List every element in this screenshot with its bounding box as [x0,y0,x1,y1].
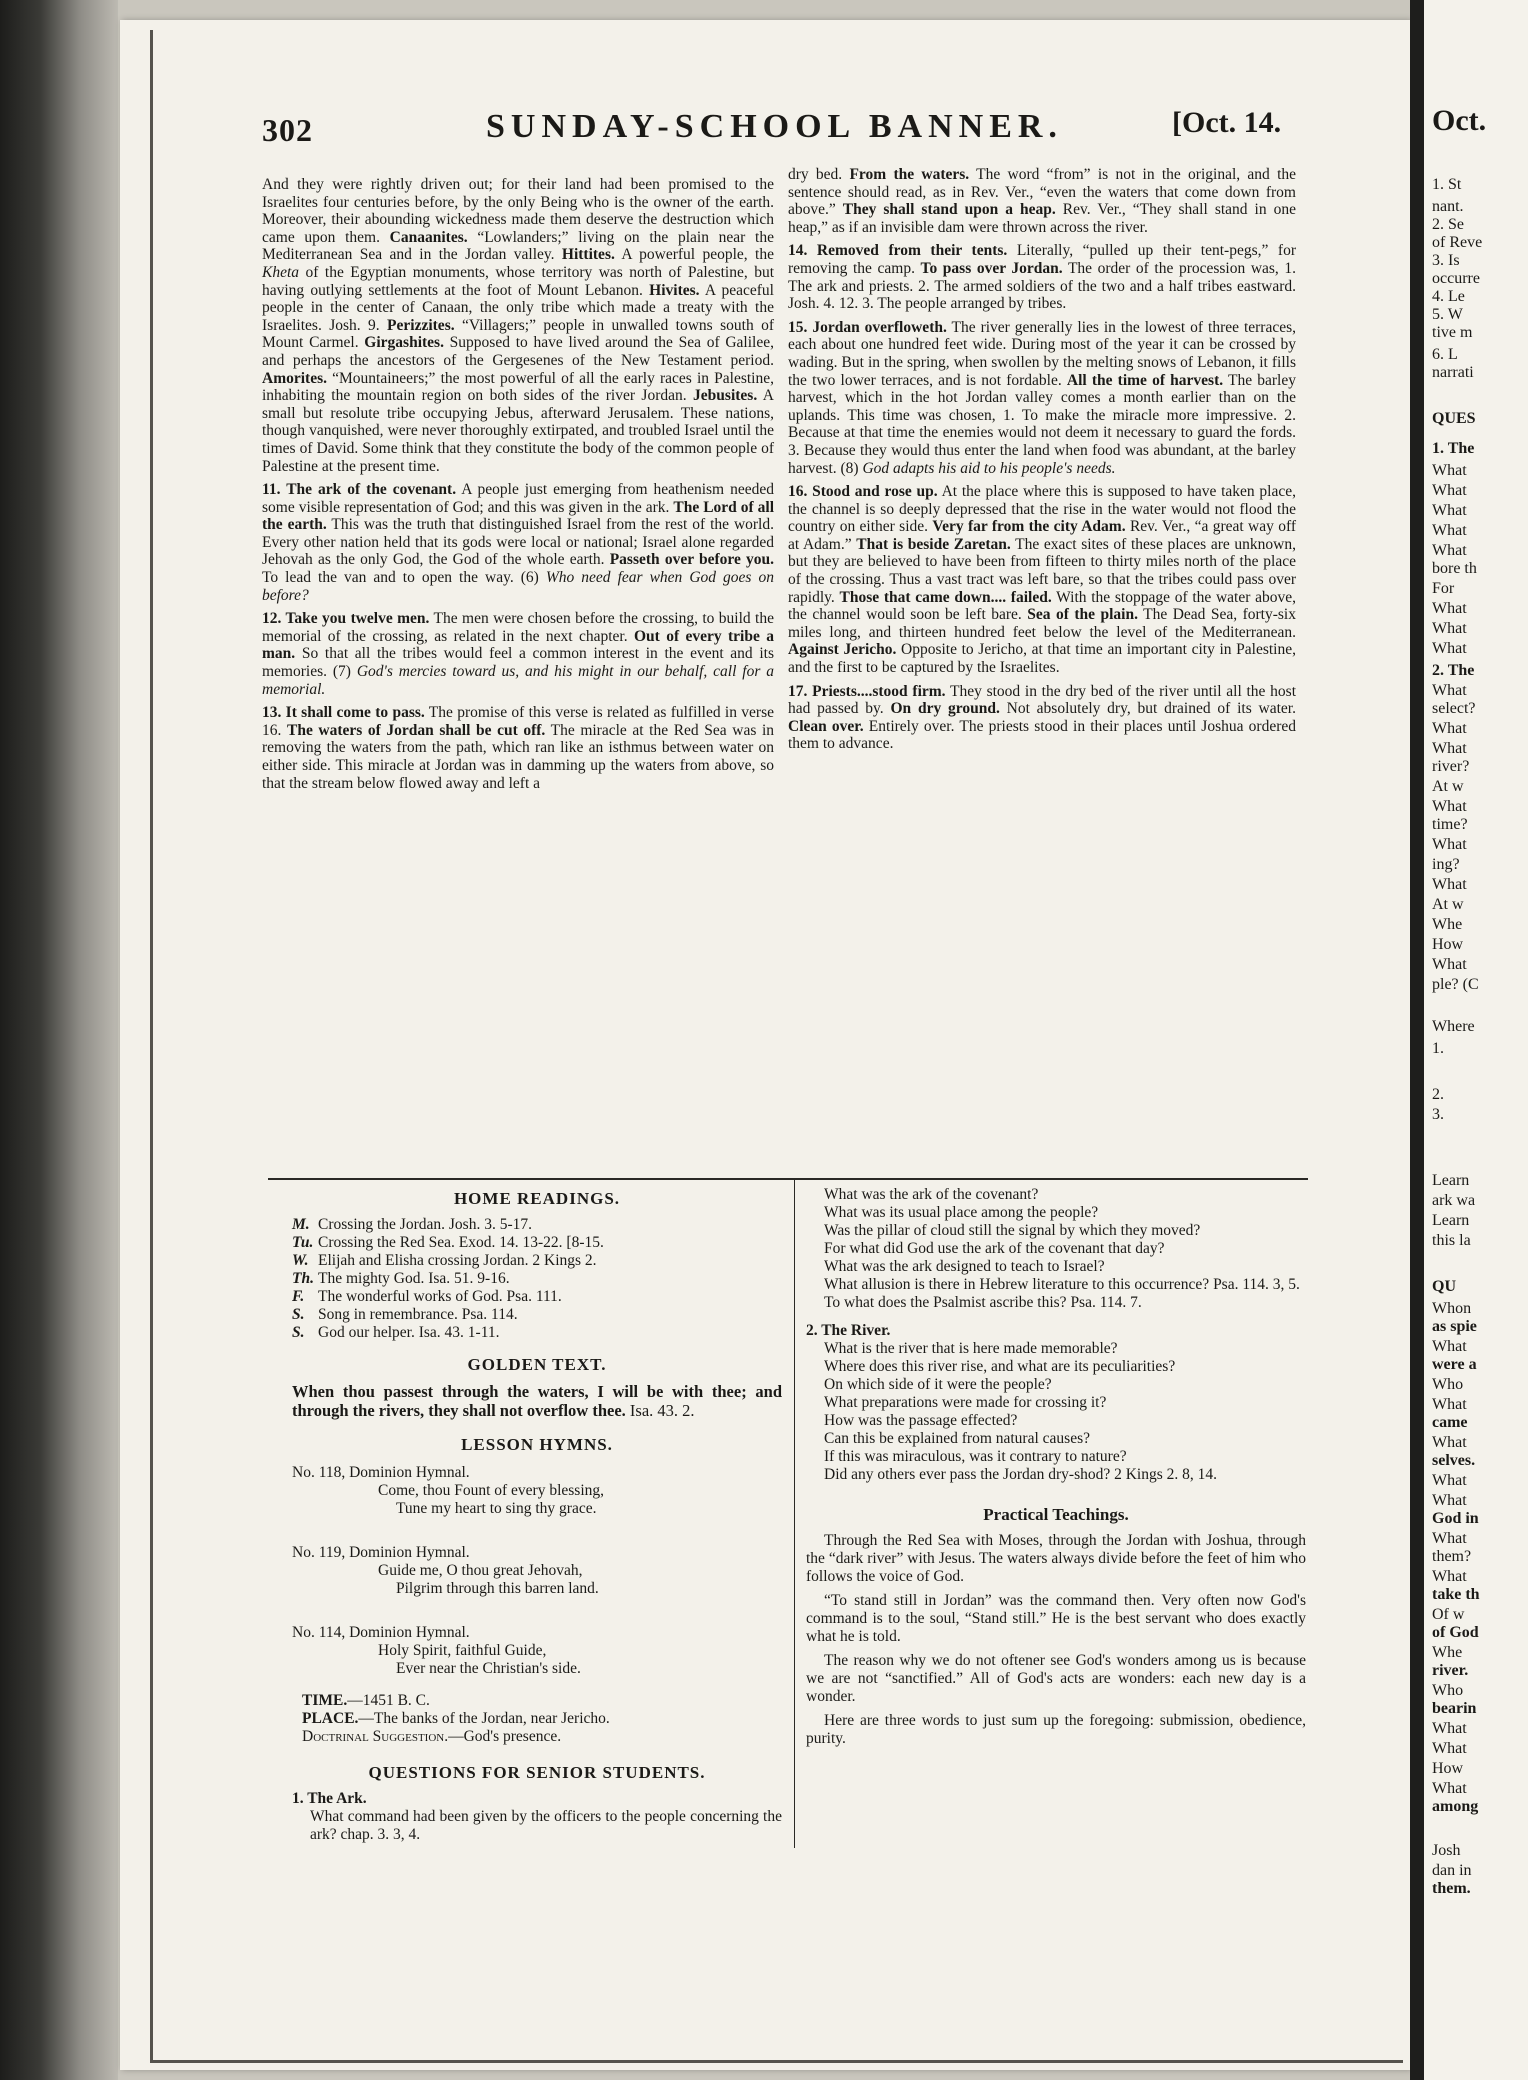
question-item: Was the pillar of cloud still the signal by which they moved? [824,1222,1201,1239]
reading-row [292,1270,782,1288]
question-item: For what did God use the ark of the covenant that day? [824,1240,1165,1257]
reading-day: W. [292,1252,309,1269]
text-run: Not absolutely dry, but drained of its water. [999,700,1296,718]
reading-day: Th. [292,1270,314,1287]
paragraph-verse-14 [788,242,1296,312]
questions-heading: QUESTIONS FOR SENIOR STUDENTS. [368,1763,706,1782]
facing-page-line: What [1432,482,1467,499]
facing-page-line: Learn [1432,1172,1470,1189]
text-run: dry bed. [788,166,850,183]
keyword: Canaanites. [389,228,468,246]
golden-text [292,1382,782,1420]
question-item: What command had been given by the officers to the people concerning the ark? chap. 3. 3, 4. [310,1808,782,1843]
column-divider [794,1178,795,1848]
running-title: SUNDAY-SCHOOL BANNER. [486,108,1063,145]
question-item: How was the passage effected? [824,1412,1018,1429]
facing-page-line: What [1432,740,1467,757]
keyword: Jebusites. [693,387,758,405]
paragraph [262,176,774,475]
facing-page-line: tive m [1432,324,1473,341]
facing-page-line: How [1432,1760,1464,1777]
italic-text: Who need fear when God goes on before? [262,569,774,604]
doctrinal-value: —God's presence. [448,1728,562,1745]
place-line [292,1710,782,1728]
facing-page-line: What [1432,1492,1467,1509]
text-run: Entirely over. The priests stood in their places until Joshua ordered them to advance. [788,717,1296,753]
keyword: 11. The ark of the covenant. [262,481,457,499]
home-readings-heading: HOME READINGS. [453,1189,621,1208]
paragraph-verse-12 [262,610,774,698]
facing-page-line: What [1432,1434,1467,1451]
facing-page-line: were a [1432,1356,1477,1373]
facing-page-line: bore th [1432,560,1477,577]
text-run: With the stoppage of the water above, the channel would soon be left bare. [788,588,1297,624]
facing-page-line: What [1432,542,1467,559]
text-run: A peaceful people in the center of Canaan, the only tribe which made a treaty with the Israelites. Josh. 9. [262,281,774,334]
facing-page-line: What [1432,522,1467,539]
keyword: Those that came down.... failed. [839,588,1052,606]
keyword: Against Jericho. [788,641,897,659]
practical-paragraph: Through the Red Sea with Moses, through the Jordan with Joshua, through the “dark river” with Jesus. The waters always divide before the feet of him who follows the voice of God. [806,1532,1306,1585]
doctrinal-line [292,1728,782,1746]
keyword: All the time of harvest. [1066,371,1224,389]
keyword: 12. Take you twelve men. [262,610,430,628]
text-run: The men were chosen before the crossing, to build the memorial of the crossing, as related in the next chapter. [262,610,774,645]
home-readings-list [292,1216,782,1342]
text-run: And they were rightly driven out; for their land had been promised to the Israelites four centuries before, by the only Being who is the owner of the earth. Moreover, their abounding wickedness made them deserve the destruction which came upon them. [262,176,774,246]
keyword: Out of every tribe a man. [262,627,774,663]
place-value: —The banks of the Jordan, near Jericho. [358,1710,610,1727]
question-item: What is the river that is here made memorable? [824,1340,1118,1357]
column-left-lower [292,1184,782,1844]
text-run: The exact sites of these places are unknown, but they are believed to have been from fifteen to thirty miles north of the place of the crossing. Thus a vast tract was left bare, so that the tribes could pass over rapidly. [788,535,1296,606]
facing-page-line: 2. The [1432,662,1475,679]
text-run: The river generally lies in the lowest of three terraces, each about one hundred feet wide. During most of the year it can be crossed by wading. But in the spring, when swollen by the melting snows of Lebanon, it fills the two lower terraces, and is not fordable. [788,318,1297,389]
place-label: PLACE. [302,1710,359,1727]
reading-day: S. [292,1324,305,1341]
facing-page-line: God in [1432,1510,1479,1527]
text-run: A powerful people, the [614,246,774,264]
hymn-line: Guide me, O thou great Jehovah, [378,1562,583,1579]
text-run: A small but resolute tribe occupying Jebus, afterward Jerusalem. These nations, though vanquished, were never thoroughly extirpated, and troubled Israel until the times of David. Some think that they constitute the body of the common people of Palestine at the present time. [262,387,774,475]
facing-page-line: 1. [1432,1040,1444,1057]
reading-row [292,1288,782,1306]
paragraph-verse-17 [788,683,1296,753]
lesson-hymns-heading: LESSON HYMNS. [461,1435,613,1454]
page-gutter-shadow [1410,0,1424,2080]
facing-page-line: What [1432,1720,1467,1737]
facing-page-line: What [1432,1780,1467,1797]
text-run: The Dead Sea, forty-six miles long, and thirteen hundred feet below the level of the Mediterranean. [788,606,1296,641]
reading-day: Tu. [292,1234,314,1251]
facing-page-line: river? [1432,758,1470,775]
text-run: The word “from” is not in the original, and the sentence should read, as in Rev. Ver., “even the waters that come down from above.” [788,166,1296,219]
golden-text-heading: GOLDEN TEXT. [467,1355,607,1374]
facing-page-line: of God [1432,1624,1479,1641]
hymn-line: Pilgrim through this barren land. [396,1580,599,1597]
facing-page-line: What [1432,1472,1467,1489]
facing-page-line: take th [1432,1586,1480,1603]
keyword: Passeth over before you. [609,551,774,569]
facing-page-line: At w [1432,896,1464,913]
question-section-title: 2. The River. [806,1322,891,1339]
text-run: The order of the procession was, 1. The ark and priests. 2. The armed soldiers of the two and a half tribes eastward. Josh. 4. 12. 3. The people arranged by tribes. [788,259,1297,313]
book-binding [0,0,118,2080]
italic-text: God adapts his aid to his people's needs. [862,459,1116,477]
text-run: To lead the van and to open the way. (6) [262,569,546,587]
facing-page-line: ple? (C [1432,976,1479,993]
facing-page-line: them. [1432,1880,1471,1897]
keyword: Sea of the plain. [1027,606,1138,624]
facing-page-line: came [1432,1414,1468,1431]
text-run: This was the truth that distinguished Israel from the rest of the world. Every other nation held that its gods were local or national; Israel alone regarded Jehovah as the only God, the God of the whole earth. [262,516,774,569]
text-run: Supposed to have lived around the Sea of Galilee, and perhaps the ancestors of the Gergesenes of the New Testament period. [262,334,774,369]
practical-paragraph: “To stand still in Jordan” was the command then. Very often now God's command is to the soul, “Stand still.” He is the best servant who does exactly what he is told. [806,1592,1306,1645]
text-run: The miracle at the Red Sea was in removing the waters from the path, which ran like an isthmus between water on either side. This miracle at Jordan was in damming up the waters from above, so that the stream below flowed away and left a [262,721,775,792]
reading-row [292,1216,782,1234]
golden-text-ref: Isa. 43. 2. [625,1401,695,1420]
facing-page-line: river. [1432,1662,1469,1679]
facing-page-line: as spie [1432,1318,1477,1335]
keyword: 17. Priests....stood firm. [788,682,946,700]
paragraph-verse-15 [788,319,1296,477]
facing-page-line: QUES [1432,410,1476,427]
practical-paragraph: Here are three words to just sum up the foregoing: submission, obedience, purity. [806,1712,1306,1747]
question-item: To what does the Psalmist ascribe this? Psa. 114. 7. [824,1294,1142,1311]
facing-page-line: What [1432,1338,1467,1355]
facing-page-line: What [1432,682,1467,699]
text-run: So that all the tribes would feel a common interest in the event and its memories. (7) [262,645,774,681]
facing-page-line: Who [1432,1376,1464,1393]
question-item: What allusion is there in Hebrew literature to this occurrence? Psa. 114. 3, 5. [824,1276,1300,1293]
question-item: What preparations were made for crossing it? [824,1394,1107,1411]
facing-page-line: ark wa [1432,1192,1476,1209]
facing-page-line: time? [1432,816,1468,833]
facing-page-line: How [1432,936,1464,953]
section-divider [268,1178,1308,1180]
reading-row [292,1306,782,1324]
keyword: 13. It shall come to pass. [262,704,425,722]
facing-page-line: Who [1432,1682,1464,1699]
paragraph-verse-13 [262,704,774,792]
facing-page-line: What [1432,1568,1467,1585]
keyword: Amorites. [262,369,327,387]
facing-page-line: For [1432,580,1455,597]
keyword: Girgashites. [364,334,444,352]
facing-page-line: Whon [1432,1300,1472,1317]
facing-page-line: dan in [1432,1862,1472,1879]
facing-page-line: What [1432,620,1467,637]
facing-page-line: What [1432,600,1467,617]
facing-page-heading: Oct. [1432,104,1487,137]
keyword: On dry ground. [890,700,1000,718]
facing-page-line: 1. St [1432,176,1462,193]
facing-page-line: What [1432,502,1467,519]
facing-page-line: 2. [1432,1086,1444,1103]
keyword: The waters of Jordan shall be cut off. [286,721,546,739]
question-item: What was the ark of the covenant? [824,1186,1039,1203]
reading-text: Song in remembrance. Psa. 114. [318,1306,518,1323]
question-section-title: 1. The Ark. [292,1790,367,1807]
text-run: A people just emerging from heathenism needed some visible representation of God; and this was given in the ark. [262,481,774,516]
facing-page-line: What [1432,876,1467,893]
column-left-upper [262,176,774,798]
hymn-number: No. 114, Dominion Hymnal. [292,1624,470,1641]
keyword: 16. Stood and rose up. [788,483,938,501]
facing-page-line: ing? [1432,856,1460,873]
italic-text: God's mercies toward us, and his might in our behalf, call for a memorial. [262,663,775,698]
facing-page-line: 3. [1432,1106,1444,1123]
keyword: Hivites. [649,281,700,299]
reading-text: Crossing the Jordan. Josh. 3. 5-17. [318,1216,532,1233]
facing-page-line: selves. [1432,1452,1476,1469]
keyword: Very far from the city Adam. [932,518,1126,536]
reading-row [292,1234,782,1252]
hymn-line: Tune my heart to sing thy grace. [396,1500,597,1517]
keyword: Hittites. [561,246,615,264]
paragraph [788,166,1296,236]
facing-page-line: 6. L [1432,346,1458,363]
reading-text: The mighty God. Isa. 51. 9-16. [318,1270,510,1287]
text-run: Literally, “pulled up their tent-pegs,” for removing the camp. [788,242,1296,277]
column-right-upper [788,166,1296,759]
facing-page-line: 4. Le [1432,288,1465,305]
question-item: Where does this river rise, and what are its peculiarities? [824,1358,1176,1375]
facing-page-fragment [1424,0,1528,2080]
reading-row [292,1252,782,1270]
facing-page-line: Josh [1432,1842,1461,1859]
hymn-line: Holy Spirit, faithful Guide, [378,1642,547,1659]
facing-page-line: What [1432,720,1467,737]
doctrinal-label: Doctrinal Suggestion. [302,1728,449,1745]
time-label: TIME. [302,1692,348,1709]
text-run: “Villagers;” people in unwalled towns south of Mount Carmel. [262,316,774,352]
facing-page-line: What [1432,462,1467,479]
facing-page-line: Of w [1432,1606,1465,1623]
text-run: Rev. Ver., “They shall stand in one heap,” as if an invisible dam were thrown across the river. [788,201,1296,236]
practical-teachings-heading: Practical Teachings. [983,1505,1129,1524]
text-run: Opposite to Jericho, at that time an important city in Palestine, and the first to be captured by the Israelites. [788,641,1296,677]
keyword: To pass over Jordan. [920,259,1063,277]
keyword: That is beside Zaretan. [856,535,1011,553]
reading-text: Crossing the Red Sea. Exod. 14. 13-22. [8-15. [318,1234,604,1251]
question-item: Can this be explained from natural causes? [824,1430,1090,1447]
facing-page-line: occurre [1432,270,1480,287]
golden-text-body: When thou passest through the waters, I will be with thee; and through the rivers, they shall not overflow thee. [292,1382,782,1420]
paragraph-verse-16 [788,483,1296,677]
date-label: [Oct. 14. [1172,106,1282,139]
column-right-lower [806,1186,1306,1754]
question-item: On which side of it were the people? [824,1376,1052,1393]
keyword: 14. Removed from their tents. [788,242,1008,260]
page-number: 302 [262,112,313,148]
facing-page-line: QU [1432,1278,1456,1295]
facing-page-line: them? [1432,1548,1472,1565]
facing-page-line: 2. Se [1432,216,1464,233]
facing-page-line: Whe [1432,1644,1463,1661]
question-item: What was its usual place among the people? [824,1204,1099,1221]
keyword: Clean over. [788,717,864,735]
facing-page-line: What [1432,1740,1467,1757]
facing-page-line: What [1432,1530,1467,1547]
facing-page-line: What [1432,836,1467,853]
keyword: Perizzites. [387,316,455,334]
facing-page-line: 5. W [1432,306,1463,323]
keyword: The Lord of all the earth. [262,498,775,534]
facing-page-line: this la [1432,1232,1471,1249]
reading-text: Elijah and Elisha crossing Jordan. 2 Kings 2. [318,1252,597,1269]
facing-page-line: bearin [1432,1700,1477,1717]
facing-page-line: among [1432,1798,1479,1815]
facing-page-line: 3. Is [1432,252,1460,269]
reading-text: The wonderful works of God. Psa. 111. [318,1288,562,1305]
facing-page-line: Whe [1432,916,1463,933]
time-value: —1451 B. C. [347,1692,430,1709]
facing-page-line: What [1432,1396,1467,1413]
text-run: of the Egyptian monuments, whose territory was north of Palestine, but having outlying settlements at the foot of Mount Lebanon. [262,263,774,299]
text-run: Rev. Ver., “a great way off at Adam.” [788,518,1297,553]
facing-page-line: What [1432,956,1467,973]
paragraph-verse-11 [262,481,774,604]
facing-page-line: What [1432,640,1467,657]
keyword: 15. Jordan overfloweth. [788,318,947,336]
keyword: From the waters. [849,166,970,183]
question-item: Did any others ever pass the Jordan dry-shod? 2 Kings 2. 8, 14. [824,1466,1218,1483]
text-run: “Lowlanders;” living on the plain near the Mediterranean Sea and in the Jordan valley. [262,228,774,264]
reading-day: S. [292,1306,305,1323]
text-run: “Mountaineers;” the most powerful of all the early races in Palestine, inhabiting the mountain region on both sides of the river Jordan. [262,369,774,405]
facing-page-line: At w [1432,778,1464,795]
time-line [292,1692,782,1710]
hymn-number: No. 118, Dominion Hymnal. [292,1464,470,1481]
facing-page-line: Learn [1432,1212,1470,1229]
text-run: They stood in the dry bed of the river until all the host had passed by. [788,682,1296,718]
reading-day: M. [292,1216,310,1233]
hymn-number: No. 119, Dominion Hymnal. [292,1544,470,1561]
hymn-line: Come, thou Fount of every blessing, [378,1482,605,1499]
facing-page-line: of Reve [1432,234,1483,251]
facing-page-line: select? [1432,700,1476,717]
facing-page-line: nant. [1432,198,1464,215]
facing-page-line: Where [1432,1018,1475,1035]
text-run: The barley harvest, which in the hot Jordan valley comes a month earlier than on the uplands. This time was chosen, 1. To make the miracle more impressive. 2. Because at that time the enemies would not deem it necessary to guard the fords. 3. Because they would thus enter the land when food was abundant, at the barley harvest. (8) [788,371,1296,477]
facing-page-line: narrati [1432,364,1474,381]
facing-page-line: What [1432,798,1467,815]
practical-paragraph: The reason why we do not oftener see God's wonders among us is because we are not “sanctified.” All of God's acts are wonders: each new day is a wonder. [806,1652,1306,1705]
text-run: At the place where this is supposed to have taken place, the channel is so deeply depressed that the rise in the water would not flood the country on either side. [788,483,1296,536]
question-item: If this was miraculous, was it contrary to nature? [824,1448,1127,1465]
facing-page-line: 1. The [1432,440,1475,457]
keyword: They shall stand upon a heap. [842,201,1056,219]
italic-text: Kheta [262,263,300,281]
reading-day: F. [292,1288,305,1305]
reading-row [292,1324,782,1342]
question-item: What was the ark designed to teach to Israel? [824,1258,1105,1275]
reading-text: God our helper. Isa. 43. 1-11. [318,1324,500,1341]
text-run: The promise of this verse is related as fulfilled in verse 16. [262,704,774,739]
hymn-line: Ever near the Christian's side. [396,1660,581,1677]
